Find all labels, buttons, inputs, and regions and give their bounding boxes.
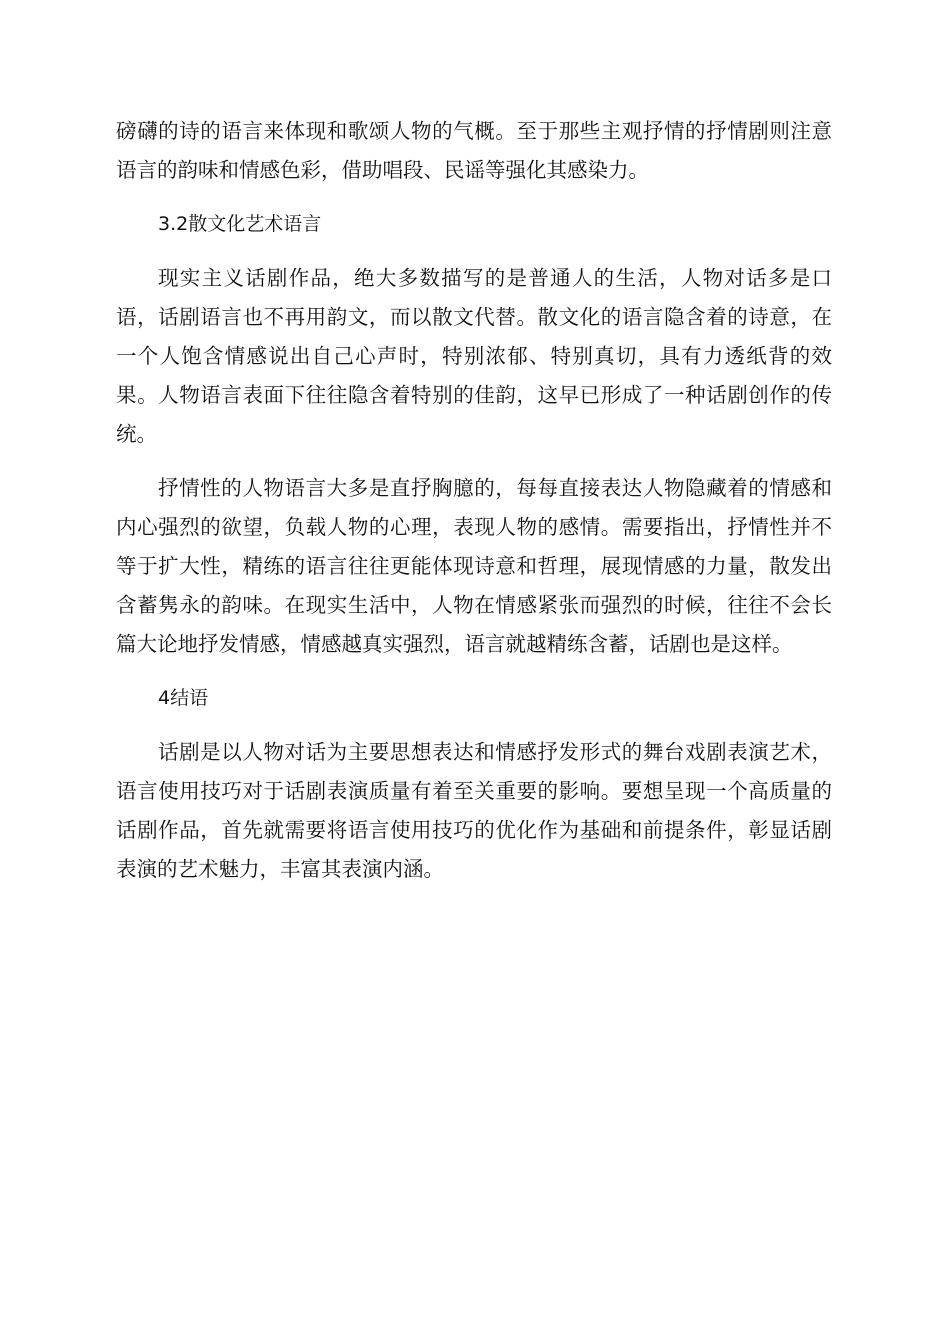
section-heading-3-2: 3.2散文化艺术语言 bbox=[158, 213, 322, 235]
section-heading-conclusion: 4结语 bbox=[158, 687, 209, 709]
paragraph-continuation: 磅礴的诗的语言来体现和歌颂人物的气概。至于那些主观抒情的抒情剧则注意语言的韵味和情感色彩，借助唱段、民谣等强化其感染力。 bbox=[116, 119, 832, 182]
document-body bbox=[116, 112, 832, 904]
paragraph-lyrical-language: 抒情性的人物语言大多是直抒胸臆的，每每直接表达人物隐藏着的情感和内心强烈的欲望，负载人物的心理，表现人物的感情。需要指出，抒情性并不等于扩大性，精练的语言往往更能体现诗意和哲理，展现情感的力量，散发出含蓄隽永的韵味。在现实生活中，人物在情感紧张而强烈的时候，往往不会长篇大论地抒发情感，情感越真实强烈，语言就越精练含蓄，话剧也是这样。 bbox=[116, 476, 832, 656]
paragraph-conclusion: 话剧是以人物对话为主要思想表达和情感抒发形式的舞台戏剧表演艺术，语言使用技巧对于话剧表演质量有着至关重要的影响。要想呈现一个高质量的话剧作品，首先就需要将语言使用技巧的优化作为基础和前提条件，彰显话剧表演的艺术魅力，丰富其表演内涵。 bbox=[116, 740, 832, 881]
paragraph-prose-language: 现实主义话剧作品，绝大多数描写的是普通人的生活，人物对话多是口语，话剧语言也不再用韵文，而以散文代替。散文化的语言隐含着的诗意，在一个人饱含情感说出自己心声时，特别浓郁、特别真切，具有力透纸背的效果。人物语言表面下往往隐含着特别的佳韵，这早已形成了一种话剧创作的传统。 bbox=[116, 266, 832, 446]
